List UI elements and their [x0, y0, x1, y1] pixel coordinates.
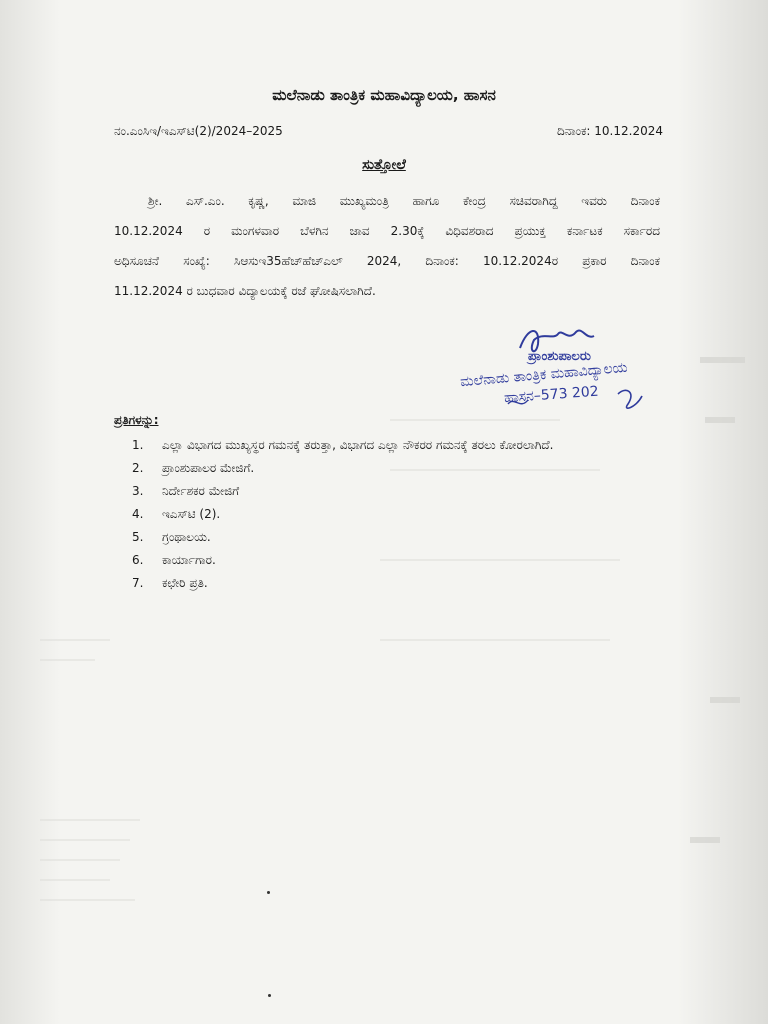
body-line: ಶ್ರೀ. ಎಸ್.ಎಂ. ಕೃಷ್ಣ, ಮಾಜಿ ಮುಖ್ಯಮಂತ್ರಿ ಹಾಗೂ ಕೇಂದ್ರ ಸಚಿವರಾಗಿದ್ದ ಇವರು ದಿನಾಂಕ — [148, 194, 660, 208]
list-number: 7. — [132, 576, 144, 590]
list-number: 6. — [132, 553, 144, 567]
list-text: ಎಲ್ಲಾ ವಿಭಾಗದ ಮುಖ್ಯಸ್ಥರ ಗಮನಕ್ಕೆ ತರುತ್ತಾ, ವಿಭಾಗದ ಎಲ್ಲಾ ನೌಕರರ ಗಮನಕ್ಕೆ ತರಲು ಕೋರಲಾಗಿದೆ. — [162, 438, 554, 452]
circular-title: ಸುತ್ತೋಲೆ — [362, 157, 406, 173]
list-number: 4. — [132, 507, 144, 521]
college-name: ಮಲೆನಾಡು ತಾಂತ್ರಿಕ ಮಹಾವಿದ್ಯಾಲಯ, ಹಾಸನ — [272, 86, 496, 104]
reference-number: ನಂ.ಎಂಸಿಇ/ಇಎಸ್‌ಟಿ(2)/2024–2025 — [114, 124, 283, 138]
list-item — [132, 482, 602, 501]
list-text: ಕಛೇರಿ ಪ್ರತಿ. — [162, 576, 208, 590]
list-text: ಕಾರ್ಯಾಗಾರ. — [162, 553, 216, 567]
list-item — [132, 436, 602, 455]
copies-heading: ಪ್ರತಿಗಳನ್ನು: — [114, 413, 159, 427]
principal-signature-block — [458, 322, 688, 414]
scan-speck — [268, 994, 271, 997]
list-number: 5. — [132, 530, 144, 544]
copies-list — [132, 436, 602, 597]
signatory-place: ಹಾಸನ–573 202 — [503, 383, 600, 407]
list-text: ಇಎಸ್‌ಟಿ (2). — [162, 507, 221, 521]
scan-speck — [267, 891, 270, 894]
list-item — [132, 528, 602, 547]
list-number: 3. — [132, 484, 144, 498]
body-line: 10.12.2024 ರ ಮಂಗಳವಾರ ಬೆಳಗಿನ ಜಾವ 2.30ಕ್ಕೆ ವಿಧಿವಶರಾದ ಪ್ರಯುಕ್ತ ಕರ್ನಾಟಕ ಸರ್ಕಾರದ — [114, 224, 660, 238]
list-item — [132, 574, 602, 593]
circular-body — [114, 186, 660, 306]
list-item — [132, 459, 602, 478]
list-text: ಗ್ರಂಥಾಲಯ. — [162, 530, 211, 544]
body-line: 11.12.2024 ರ ಬುಧವಾರ ವಿದ್ಯಾಲಯಕ್ಕೆ ರಜೆ ಘೋಷಿಸಲಾಗಿದೆ. — [114, 284, 376, 298]
signatory-title: ಪ್ರಾಂಶುಪಾಲರು — [528, 349, 591, 364]
list-number: 1. — [132, 438, 144, 452]
list-number: 2. — [132, 461, 144, 475]
list-item — [132, 551, 602, 570]
signatory-college: ಮಲೆನಾಡು ತಾಂತ್ರಿಕ ಮಹಾವಿದ್ಯಾಲಯ — [459, 359, 629, 391]
list-text: ಪ್ರಾಂಶುಪಾಲರ ಮೇಜಿಗೆ. — [162, 461, 255, 475]
list-text: ನಿರ್ದೇಶಕರ ಮೇಜಿಗೆ — [162, 484, 240, 498]
list-item — [132, 505, 602, 524]
circular-date: ದಿನಾಂಕ: 10.12.2024 — [557, 124, 663, 138]
body-line: ಅಧಿಸೂಚನೆ ಸಂಖ್ಯೆ: ಸಿಆಸುಇ35ಹೆಚ್‌ಹೆಚ್‌ಎಲ್ 2024, ದಿನಾಂಕ: 10.12.2024ರ ಪ್ರಕಾರ ದಿನಾಂಕ — [114, 254, 660, 268]
